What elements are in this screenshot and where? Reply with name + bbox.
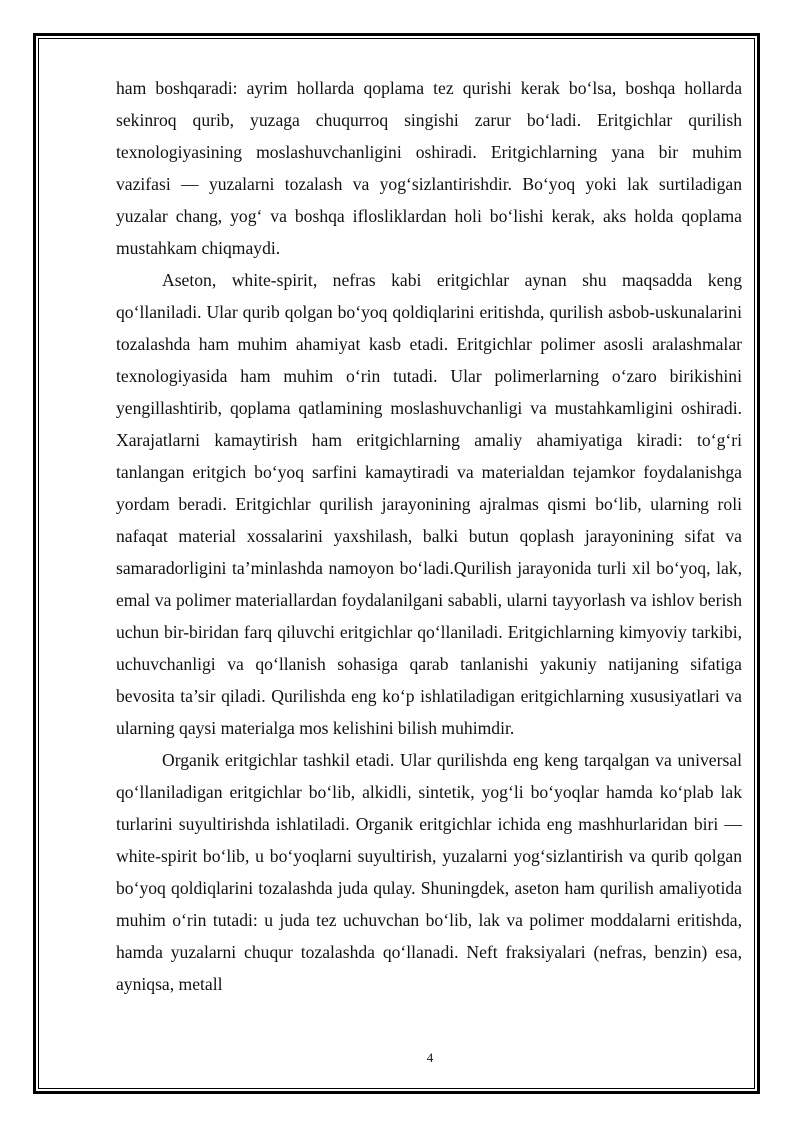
page-number: 4 bbox=[426, 1050, 434, 1065]
paragraph-1: ham boshqaradi: ayrim hollarda qoplama tez qurishi kerak bo‘lsa, boshqa hollarda sekinroq qurib, yuzaga chuqurroq singishi zarur bo‘ladi. Eritgichlar qurilish texnologiyasining moslashuvchanligini oshiradi. Eritgichlarning yana bir muhim vazifasi — yuzalarni tozalash va yog‘sizlantirishdir. Bo‘yoq yoki lak surtiladigan yuzalar chang, yog‘ va boshqa iflosliklardan holi bo‘lishi kerak, aks holda qoplama mustahkam chiqmaydi. bbox=[116, 78, 742, 258]
document-body bbox=[116, 72, 742, 1000]
paragraph-2: Aseton, white-spirit, nefras kabi eritgichlar aynan shu maqsadda keng qo‘llaniladi. Ular qurib qolgan bo‘yoq qoldiqlarini eritishda, qurilish asbob-uskunalarini tozalashda ham muhim ahamiyat kasb etadi. Eritgichlar polimer asosli aralashmalar texnologiyasida ham muhim o‘rin tutadi. Ular polimerlarning o‘zaro birikishini yengillashtirib, qoplama qatlamining moslashuvchanligi va mustahkamligini oshiradi. Xarajatlarni kamaytirish ham eritgichlarning amaliy ahamiyatiga kiradi: to‘g‘ri tanlangan eritgich bo‘yoq sarfini kamaytiradi va materialdan tejamkor foydalanishga yordam beradi. Eritgichlar qurilish jarayonining ajralmas qismi bo‘lib, ularning roli nafaqat material xossalarini yaxshilash, balki butun qoplash jarayonining sifat va samaradorligini ta’minlashda namoyon bo‘ladi.Qurilish jarayonida turli xil bo‘yoq, lak, emal va polimer materiallardan foydalanilgani sababli, ularni tayyorlash va ishlov berish uchun bir-biridan farq qiluvchi eritgichlar qo‘llaniladi. Eritgichlarning kimyoviy tarkibi, uchuvchanligi va qo‘llanish sohasiga qarab tanlanishi yakuniy natijaning sifatiga bevosita ta’sir qiladi. Qurilishda eng ko‘p ishlatiladigan eritgichlarning xususiyatlari va ularning qaysi materialga mos kelishini bilish muhimdir. bbox=[116, 270, 742, 738]
paragraph-3: Organik eritgichlar tashkil etadi. Ular qurilishda eng keng tarqalgan va universal qo‘llaniladigan eritgichlar bo‘lib, alkidli, sintetik, yog‘li bo‘yoqlar hamda ko‘plab lak turlarini suyultirishda ishlatiladi. Organik eritgichlar ichida eng mashhurlaridan biri — white-spirit bo‘lib, u bo‘yoqlarni suyultirish, yuzalarni yog‘sizlantirish va qurib qolgan bo‘yoq qoldiqlarini tozalashda juda qulay. Shuningdek, aseton ham qurilish amaliyotida muhim o‘rin tutadi: u juda tez uchuvchan bo‘lib, lak va polimer moddalarni eritishda, hamda yuzalarni chuqur tozalashda qo‘llanadi. Neft fraksiyalari (nefras, benzin) esa, ayniqsa, metall bbox=[116, 750, 742, 994]
